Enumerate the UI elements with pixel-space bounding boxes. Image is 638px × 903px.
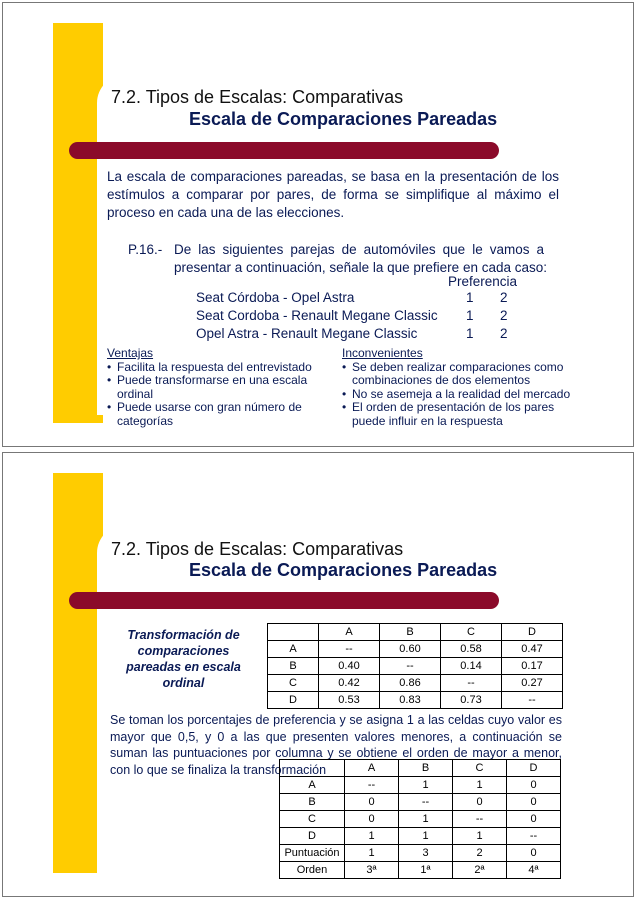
- question-text-line2: presentar a continuación, señale la que prefiere en cada caso:: [174, 260, 547, 275]
- table-cell: --: [380, 658, 441, 675]
- table-row: [280, 845, 561, 862]
- table-header-cell: D: [507, 760, 561, 777]
- table-cell: 1: [399, 777, 453, 794]
- table-cell: 0.40: [319, 658, 380, 675]
- table-row-label: B: [268, 658, 319, 675]
- pair-text: Opel Astra - Renault Megane Classic: [196, 326, 418, 341]
- side-label: Transformación de comparaciones pareadas en escala ordinal: [126, 628, 241, 690]
- table-cell: 0.60: [380, 641, 441, 658]
- table-cell: --: [399, 794, 453, 811]
- table-cell: --: [507, 828, 561, 845]
- table-cell: 1: [399, 828, 453, 845]
- table-cell: 0.27: [502, 675, 563, 692]
- table-cell: --: [345, 777, 399, 794]
- table-row: [268, 658, 563, 675]
- pair-option-1[interactable]: 1: [466, 326, 474, 341]
- inconveniente-text: Se deben realizar comparaciones como combinaciones de dos elementos: [352, 359, 564, 387]
- table-cell: 2: [453, 845, 507, 862]
- pair-row: [196, 325, 508, 343]
- pair-row: [196, 307, 508, 325]
- table-header-cell: A: [319, 624, 380, 641]
- pair-text: Seat Córdoba - Opel Astra: [196, 290, 355, 305]
- table-cell: 0.17: [502, 658, 563, 675]
- table-header-cell: C: [441, 624, 502, 641]
- table-cell: 1: [345, 845, 399, 862]
- ventaja-text: Facilita la respuesta del entrevistado: [117, 359, 312, 374]
- title-underline-bar: [69, 142, 499, 159]
- table-row: [280, 862, 561, 879]
- ventaja-text: Puede transformarse en una escala ordinal: [117, 373, 308, 401]
- table-row: [268, 692, 563, 709]
- question-number: P.16.-: [128, 242, 163, 257]
- table-header-row: [280, 760, 561, 777]
- table-cell: 0.58: [441, 641, 502, 658]
- table-cell: 1: [453, 828, 507, 845]
- inconveniente-item: • No se asemeja a la realidad del mercado: [342, 386, 571, 401]
- table-row: [280, 777, 561, 794]
- table-cell: 0.53: [319, 692, 380, 709]
- table-header-cell: [280, 760, 345, 777]
- table-row-label: A: [280, 777, 345, 794]
- table-row-label: D: [280, 828, 345, 845]
- table-header-cell: C: [453, 760, 507, 777]
- question-text-line1: De las siguientes parejas de automóviles que le vamos a: [174, 242, 544, 257]
- table-cell: 1: [345, 828, 399, 845]
- table-header-cell: A: [345, 760, 399, 777]
- slide-subtitle: Escala de Comparaciones Pareadas: [189, 560, 498, 580]
- ventaja-item: • Facilita la respuesta del entrevistado: [107, 359, 312, 374]
- table-cell: 3ª: [345, 862, 399, 879]
- table-row-label: Orden: [280, 862, 345, 879]
- table-cell: 0.83: [380, 692, 441, 709]
- table-row-label: D: [268, 692, 319, 709]
- table-row-label: Puntuación: [280, 845, 345, 862]
- table-header-cell: D: [502, 624, 563, 641]
- table-cell: --: [502, 692, 563, 709]
- title-underline-bar: [69, 592, 499, 609]
- explanation-paragraph: Se toman los porcentajes de preferencia y se asigna 1 a las celdas cuyo valor es mayor que 0,5, y 0 a las que presenten valores menores, a continuación se suman las puntuaciones por columna y se obtiene el orden de mayor a menor, con lo que se finaliza la transformación: [110, 713, 562, 777]
- inconveniente-item: • Se deben realizar comparaciones como combinaciones de dos elementos: [342, 359, 564, 387]
- yellow-accent-block: [53, 23, 103, 423]
- table-row: [268, 675, 563, 692]
- ventaja-text: Puede usarse con gran número de categorías: [117, 400, 302, 428]
- pair-text: Seat Cordoba - Renault Megane Classic: [196, 308, 438, 323]
- table-row-label: A: [268, 641, 319, 658]
- inconveniente-text: El orden de presentación de los pares puede influir en la respuesta: [352, 400, 555, 428]
- table-cell: 0: [507, 777, 561, 794]
- pairs-list: [196, 289, 508, 343]
- table-row-label: C: [268, 675, 319, 692]
- table-row-label: B: [280, 794, 345, 811]
- table-cell: 3: [399, 845, 453, 862]
- slide-2: [2, 452, 634, 897]
- table-cell: 0.86: [380, 675, 441, 692]
- table-cell: 0.14: [441, 658, 502, 675]
- pair-option-2[interactable]: 2: [500, 326, 508, 341]
- table-cell: 0.47: [502, 641, 563, 658]
- score-table: [279, 759, 561, 879]
- table-cell: --: [453, 811, 507, 828]
- table-cell: 0: [345, 811, 399, 828]
- table-cell: 0.42: [319, 675, 380, 692]
- table-cell: 0: [453, 794, 507, 811]
- preference-header: Preferencia: [448, 274, 518, 289]
- table-header-cell: B: [399, 760, 453, 777]
- table-cell: 0: [507, 811, 561, 828]
- pair-option-1[interactable]: 1: [466, 308, 474, 323]
- ventaja-item: • Puede usarse con gran número de categorías: [107, 400, 302, 428]
- table-cell: --: [319, 641, 380, 658]
- table-row: [280, 811, 561, 828]
- table-cell: 0: [507, 845, 561, 862]
- table-row: [280, 794, 561, 811]
- question-block: [128, 241, 547, 277]
- table-header-cell: [268, 624, 319, 641]
- table-header-cell: B: [380, 624, 441, 641]
- table-header-row: [268, 624, 563, 641]
- table-cell: 0.73: [441, 692, 502, 709]
- table-cell: 1ª: [399, 862, 453, 879]
- inconveniente-text: No se asemeja a la realidad del mercado: [352, 386, 571, 401]
- table-cell: 1: [399, 811, 453, 828]
- inconveniente-item: • El orden de presentación de los pares puede influir en la respuesta: [342, 400, 555, 428]
- slide-subtitle: Escala de Comparaciones Pareadas: [189, 109, 498, 129]
- pair-option-2[interactable]: 2: [500, 290, 508, 305]
- table-cell: 0: [507, 794, 561, 811]
- ventajas-block: [107, 347, 322, 428]
- slide-1: [2, 2, 634, 447]
- ventajas-title: Ventajas: [107, 346, 154, 360]
- table-cell: 1: [453, 777, 507, 794]
- yellow-accent-block: [53, 473, 103, 873]
- table-row: [268, 641, 563, 658]
- table-row: [280, 828, 561, 845]
- slide-title: 7.2. Tipos de Escalas: Comparativas: [111, 87, 404, 107]
- table-row-label: C: [280, 811, 345, 828]
- intro-paragraph: La escala de comparaciones pareadas, se basa en la presentación de los estímulos a comparar por pares, de forma se simplifique al máximo el proceso en cada una de las elecciones.: [107, 169, 559, 220]
- preference-table: [267, 623, 563, 709]
- table-cell: --: [441, 675, 502, 692]
- inconvenientes-block: [342, 347, 574, 428]
- pair-option-1[interactable]: 1: [466, 290, 474, 305]
- table-cell: 0: [345, 794, 399, 811]
- table-cell: 2ª: [453, 862, 507, 879]
- inconvenientes-title: Inconvenientes: [342, 346, 423, 360]
- ventaja-item: • Puede transformarse en una escala ordinal: [107, 373, 308, 401]
- slide-title: 7.2. Tipos de Escalas: Comparativas: [111, 539, 404, 559]
- table-cell: 4ª: [507, 862, 561, 879]
- pair-row: [196, 289, 508, 307]
- pair-option-2[interactable]: 2: [500, 308, 508, 323]
